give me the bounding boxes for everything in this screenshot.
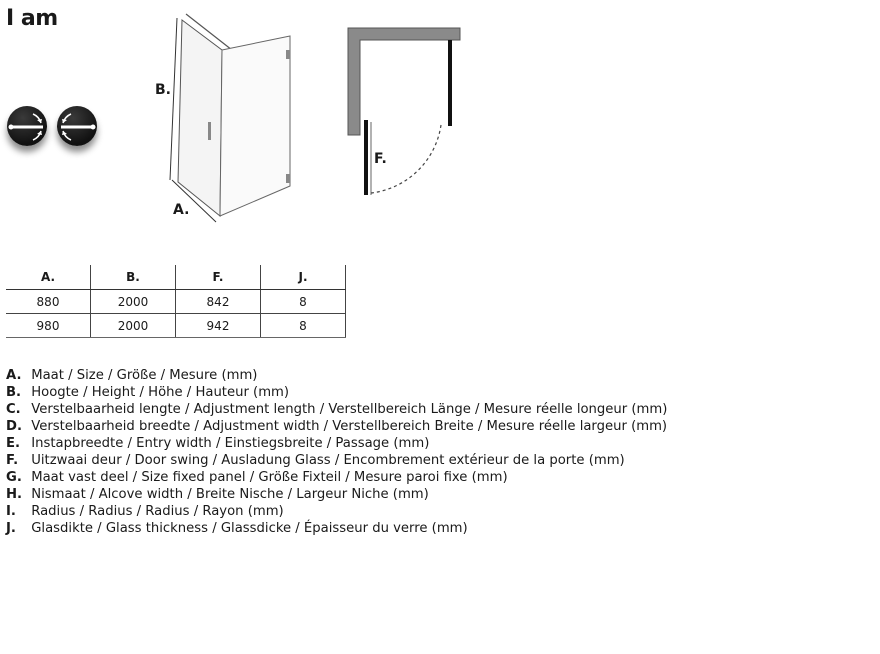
page-title: I am — [6, 6, 58, 31]
table-cell: 2000 — [91, 314, 176, 338]
legend-text: Verstelbaarheid lengte / Adjustment length / Verstellbereich Länge / Mesure réelle longeur (mm) — [31, 402, 668, 417]
legend-item — [6, 418, 667, 435]
legend-item — [6, 435, 667, 452]
table-cell: 880 — [6, 290, 91, 314]
top-view-plan-diagram — [345, 25, 465, 200]
table-row — [6, 290, 346, 314]
legend-key: G. — [6, 470, 22, 485]
dimension-legend — [6, 367, 667, 537]
column-header-f: F. — [176, 265, 261, 290]
legend-key: E. — [6, 436, 21, 451]
legend-item — [6, 469, 667, 486]
legend-key: A. — [6, 368, 22, 383]
table-header-row — [6, 265, 346, 290]
legend-text: Uitzwaai deur / Door swing / Ausladung Glass / Encombrement extérieur de la porte (mm) — [31, 453, 625, 468]
legend-key: J. — [6, 521, 16, 536]
legend-key: B. — [6, 385, 22, 400]
legend-text: Maat vast deel / Size fixed panel / Größe Fixteil / Mesure paroi fixe (mm) — [31, 470, 508, 485]
legend-key: I. — [6, 504, 16, 519]
column-header-a: A. — [6, 265, 91, 290]
swing-right-icon — [57, 106, 97, 146]
legend-item — [6, 520, 667, 537]
legend-text: Radius / Radius / Radius / Rayon (mm) — [31, 504, 284, 519]
dimension-label-b: B. — [155, 82, 171, 98]
legend-item — [6, 486, 667, 503]
legend-item — [6, 452, 667, 469]
dimension-label-f: F. — [374, 151, 387, 167]
dimension-label-a: A. — [173, 202, 190, 218]
legend-text: Nismaat / Alcove width / Breite Nische / Largeur Niche (mm) — [31, 487, 429, 502]
legend-text: Instapbreedte / Entry width / Einstiegsbreite / Passage (mm) — [31, 436, 430, 451]
table-row — [6, 314, 346, 338]
swing-left-icon — [7, 106, 47, 146]
legend-item — [6, 503, 667, 520]
legend-key: H. — [6, 487, 23, 502]
table-cell: 2000 — [91, 290, 176, 314]
dimensions-table — [6, 265, 346, 338]
legend-text: Maat / Size / Größe / Mesure (mm) — [31, 368, 258, 383]
legend-text: Glasdikte / Glass thickness / Glassdicke / Épaisseur du verre (mm) — [31, 521, 468, 536]
legend-key: D. — [6, 419, 22, 434]
legend-key: C. — [6, 402, 21, 417]
legend-text: Verstelbaarheid breedte / Adjustment width / Verstellbereich Breite / Mesure réelle largeur (mm) — [31, 419, 668, 434]
table-cell: 8 — [261, 290, 346, 314]
table-cell: 980 — [6, 314, 91, 338]
legend-text: Hoogte / Height / Höhe / Hauteur (mm) — [31, 385, 290, 400]
legend-item — [6, 401, 667, 418]
shower-door-3d-diagram — [160, 10, 310, 230]
table-cell: 942 — [176, 314, 261, 338]
column-header-j: J. — [261, 265, 346, 290]
legend-item — [6, 384, 667, 401]
legend-item — [6, 367, 667, 384]
table-cell: 8 — [261, 314, 346, 338]
table-cell: 842 — [176, 290, 261, 314]
column-header-b: B. — [91, 265, 176, 290]
legend-key: F. — [6, 453, 19, 468]
